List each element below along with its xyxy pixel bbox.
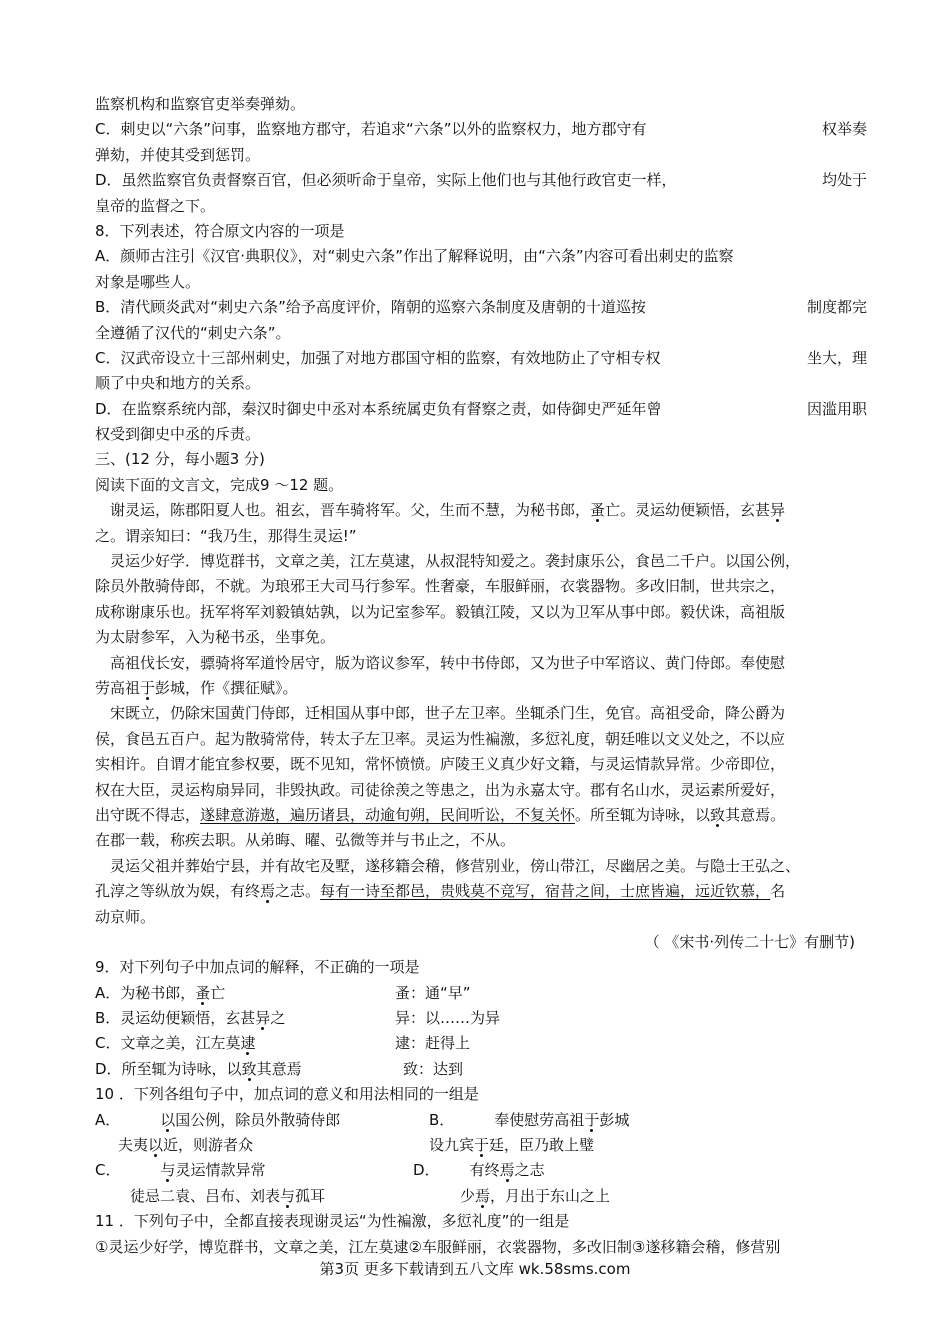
passage-line (95, 752, 875, 777)
line-text: 名 (770, 882, 786, 901)
question-stem (95, 1209, 875, 1234)
line-text: 三、(12 分，每小题3 分) (95, 450, 265, 469)
passage-line (95, 676, 875, 701)
dotted-word: 于 (140, 678, 156, 697)
option-text: 近，则游者众 (163, 1136, 254, 1155)
line-text: 彭城，作《撰征赋》。 (155, 678, 298, 697)
option-line (95, 117, 875, 142)
passage-line (95, 600, 875, 625)
passage-line (95, 549, 875, 574)
source-citation: （ 《宋书·列传二十七》有删节) (644, 932, 855, 951)
option-line (95, 1184, 875, 1209)
passage-line (95, 905, 875, 930)
dotted-word: 以 (160, 1110, 176, 1129)
line-text: 顺了中央和地方的关系。 (95, 374, 261, 393)
question-stem (95, 219, 875, 244)
text-line (95, 194, 875, 219)
option-explanation: 蚤：通“早” (395, 983, 471, 1002)
option-label: A． (95, 1110, 121, 1129)
option-line (95, 346, 875, 371)
option-label: C． (95, 1161, 121, 1180)
dotted-word: 焉 (499, 1161, 515, 1180)
line-text: 实相许。自谓才能宜参权要，既不见知，常怀愤愤。庐陵王义真少好文籍，与灵运情款异常。少帝即位， (95, 755, 786, 774)
option-text: 有终 (469, 1161, 500, 1180)
line-tail: 权举奏 (821, 120, 867, 139)
line-text: ①灵运少好学，博览群书，文章之美，江左莫逮②车服鲜丽，衣裳器物，多改旧制③遂移籍会稽，修营别 (95, 1237, 781, 1256)
line-text: 之志。 (275, 882, 321, 901)
option-line (95, 168, 875, 193)
dotted-word: 焉 (260, 882, 276, 901)
line-text: 动京师。 (95, 907, 156, 926)
line-text: 权受到御史中丞的斥责。 (95, 425, 261, 444)
option-text: 夫夷 (118, 1136, 149, 1155)
option-text: 国公例，除员外散骑侍郎 (175, 1110, 341, 1129)
dotted-word: 以 (148, 1136, 164, 1155)
option-explanation: 异：以……为异 (395, 1009, 501, 1028)
instruction-line (95, 473, 875, 498)
option-text: 少 (460, 1186, 476, 1205)
line-text: 谢灵运，陈郡阳夏人也。祖玄，晋车骑将军。父，生而不慧，为秘书郎， (110, 501, 591, 520)
option-text: 奉使慰劳高祖 (494, 1110, 585, 1129)
passage-line (95, 727, 875, 752)
line-text: 9．对下列句子中加点词的解释，不正确的一项是 (95, 958, 420, 977)
passage-line (95, 574, 875, 599)
passage-line (95, 625, 875, 650)
passage-line (95, 701, 875, 726)
line-text: D．虽然监察官负责督察百官，但必须听命于皇帝，实际上他们也与其他行政官吏一样， (95, 171, 677, 190)
dotted-word: 致 (710, 805, 726, 824)
option-line (95, 1057, 875, 1082)
option-line (95, 1031, 875, 1056)
option-line (95, 1108, 875, 1133)
line-text: 劳高祖 (95, 678, 141, 697)
line-text: 成称谢康乐也。抚军将军刘毅镇姑孰，以为记室参军。毅镇江陵，又以为卫军从事中郎。毅伏诛，高祖版 (95, 602, 786, 621)
line-tail: 制度都完 (806, 298, 867, 317)
line-text: 宋既立，仍除宋国黄门侍郎，迁相国从事中郎，世子左卫率。坐辄杀门生，免官。高祖受命，降公爵为 (110, 704, 786, 723)
option-line (95, 1006, 875, 1031)
dotted-word: 蚤 (590, 501, 606, 520)
line-text: 灵运少好学．博览群书，文章之美，江左莫逮，从叔混特知爱之。袭封康乐公，食邑二千户。以国公例， (110, 552, 801, 571)
option-line (95, 295, 875, 320)
option-text: A．为秘书郎， (95, 983, 196, 1002)
option-line (95, 244, 875, 269)
source-line (95, 930, 875, 955)
option-text: 灵运情款异常 (175, 1161, 266, 1180)
dotted-word: 与 (160, 1161, 176, 1180)
dotted-word: 与 (280, 1186, 296, 1205)
option-text: 廷，臣乃敢上璧 (489, 1136, 595, 1155)
option-line (95, 1133, 875, 1158)
line-text: 孔淳之等纵放为娱，有终 (95, 882, 261, 901)
line-text: 高祖伐长安，骠骑将军道怜居守，版为谘议参军，转中书侍郎，又为世子中军谘议、黄门侍郎。奉使慰 (110, 653, 786, 672)
text-line (95, 321, 875, 346)
line-text: 10 ．下列各组句子中，加点词的意义和用法相同的一组是 (95, 1085, 479, 1104)
line-text: 为太尉参军，入为秘书丞，坐事免。 (95, 628, 336, 647)
dotted-word: 异 (770, 501, 786, 520)
dotted-word: 焉 (475, 1186, 491, 1205)
dotted-word: 逮 (240, 1034, 256, 1053)
option-text: 之志 (514, 1161, 545, 1180)
line-text: 11 ．下列句子中，全都直接表现谢灵运“为性褊激，多愆礼度”的一组是 (95, 1212, 570, 1231)
text-line (95, 92, 875, 117)
line-tail: 因滥用职 (806, 399, 867, 418)
line-text: 皇帝的监督之下。 (95, 196, 216, 215)
section-heading (95, 447, 875, 472)
option-line (95, 981, 875, 1006)
line-text: 其意焉。 (725, 805, 786, 824)
option-text: C．文章之美，江左莫 (95, 1034, 241, 1053)
line-text: 之。谓亲知曰：“我乃生，那得生灵运!” (95, 526, 357, 545)
passage-line (95, 854, 875, 879)
line-text: 权在大臣，灵运构扇异同，非毁执政。司徒徐羡之等患之，出为永嘉太守。郡有名山水，灵运素所爱好， (95, 780, 786, 799)
underlined-sentence: 每有一诗至都邑，贵贱莫不竞写，宿昔之间，士庶皆遍，远近钦慕， (320, 882, 771, 901)
line-text: 亡。灵运幼便颖悟，玄甚 (605, 501, 771, 520)
passage-line (95, 828, 875, 853)
option-text: 之 (270, 1009, 286, 1028)
line-text: 全遵循了汉代的“刺史六条”。 (95, 323, 291, 342)
option-line (95, 397, 875, 422)
passage-line (95, 498, 875, 523)
passage-line (95, 651, 875, 676)
underlined-sentence: 遂肆意游遨，遍历诸县，动逾旬朔，民间听讼，不复关怀 (200, 805, 576, 824)
option-label: B． (429, 1110, 455, 1129)
dotted-word: 致 (241, 1059, 257, 1078)
passage-line (95, 778, 875, 803)
line-text: 灵运父祖并葬始宁县，并有故宅及墅，遂移籍会稽，修营别业，傍山带江，尽幽居之美。与隐士王弘之、 (110, 856, 801, 875)
option-label: D． (413, 1161, 440, 1180)
line-tail: 坐大，理 (806, 348, 867, 367)
line-text: C．刺史以“六条”问事，监察地方郡守，若追求“六条”以外的监察权力，地方郡守有 (95, 120, 647, 139)
passage-line (95, 879, 875, 904)
option-explanation: 致：达到 (403, 1059, 464, 1078)
text-line (95, 270, 875, 295)
option-text: 孤耳 (295, 1186, 326, 1205)
line-text: 在郡一载，称疾去职。从弟晦、曜、弘微等并与书止之，不从。 (95, 831, 516, 850)
option-line (95, 1235, 875, 1260)
line-text: 对象是哪些人。 (95, 272, 201, 291)
text-line (95, 143, 875, 168)
option-text: 徒忌二袁、吕布、刘表 (130, 1186, 281, 1205)
line-text: 8．下列表述，符合原文内容的一项是 (95, 221, 345, 240)
line-text: 出守既不得志， (95, 805, 201, 824)
line-text: 阅读下面的文言文，完成9 ～12 题。 (95, 475, 344, 494)
option-text: ，月出于东山之上 (490, 1186, 611, 1205)
option-text: 其意焉 (256, 1059, 302, 1078)
dotted-word: 蚤 (195, 983, 211, 1002)
text-line (95, 422, 875, 447)
line-text: D．在监察系统内部，秦汉时御史中丞对本系统属吏负有督察之责，如侍御史严延年曾 (95, 399, 662, 418)
page-footer: 第3页 更多下载请到五八文库 wk.58sms.com (319, 1260, 631, 1278)
line-text: A．颜师古注引《汉官·典职仪》，对“刺史六条”作出了解释说明，由“六条”内容可看出刺史的监察 (95, 247, 734, 266)
question-stem (95, 1082, 875, 1107)
question-stem (95, 955, 875, 980)
text-line (95, 371, 875, 396)
passage-line (95, 524, 875, 549)
line-tail: 均处于 (821, 171, 867, 190)
dotted-word: 于 (474, 1136, 490, 1155)
line-text: 监察机构和监察官吏举奏弹劾。 (95, 95, 306, 113)
option-text: B．灵运幼便颖悟，玄甚 (95, 1009, 256, 1028)
option-text: 亡 (210, 983, 226, 1002)
line-text: B．清代顾炎武对“刺史六条”给予高度评价，隋朝的巡察六条制度及唐朝的十道巡按 (95, 298, 646, 317)
line-text: 侯，食邑五百户。起为散骑常侍，转太子左卫率。灵运为性褊激，多愆礼度，朝廷唯以文义处之，不以应 (95, 729, 786, 748)
dotted-word: 于 (584, 1110, 600, 1129)
line-text: C．汉武帝设立十三部州刺史，加强了对地方郡国守相的监察，有效地防止了守相专权 (95, 348, 661, 367)
option-text: 设九宾 (429, 1136, 475, 1155)
option-line (95, 1158, 875, 1183)
document-page (95, 92, 875, 1260)
passage-line (95, 803, 875, 828)
option-text: 彭城 (599, 1110, 630, 1129)
dotted-word: 异 (255, 1009, 271, 1028)
line-text: 。所至辄为诗咏，以 (575, 805, 711, 824)
option-explanation: 逮：赶得上 (395, 1034, 471, 1053)
option-text: D．所至辄为诗咏，以 (95, 1059, 242, 1078)
line-text: 弹劾，并使其受到惩罚。 (95, 145, 261, 164)
line-text: 除员外散骑侍郎，不就。为琅邪王大司马行参军。性奢豪，车服鲜丽，衣裳器物。多改旧制，世共宗之， (95, 577, 786, 596)
